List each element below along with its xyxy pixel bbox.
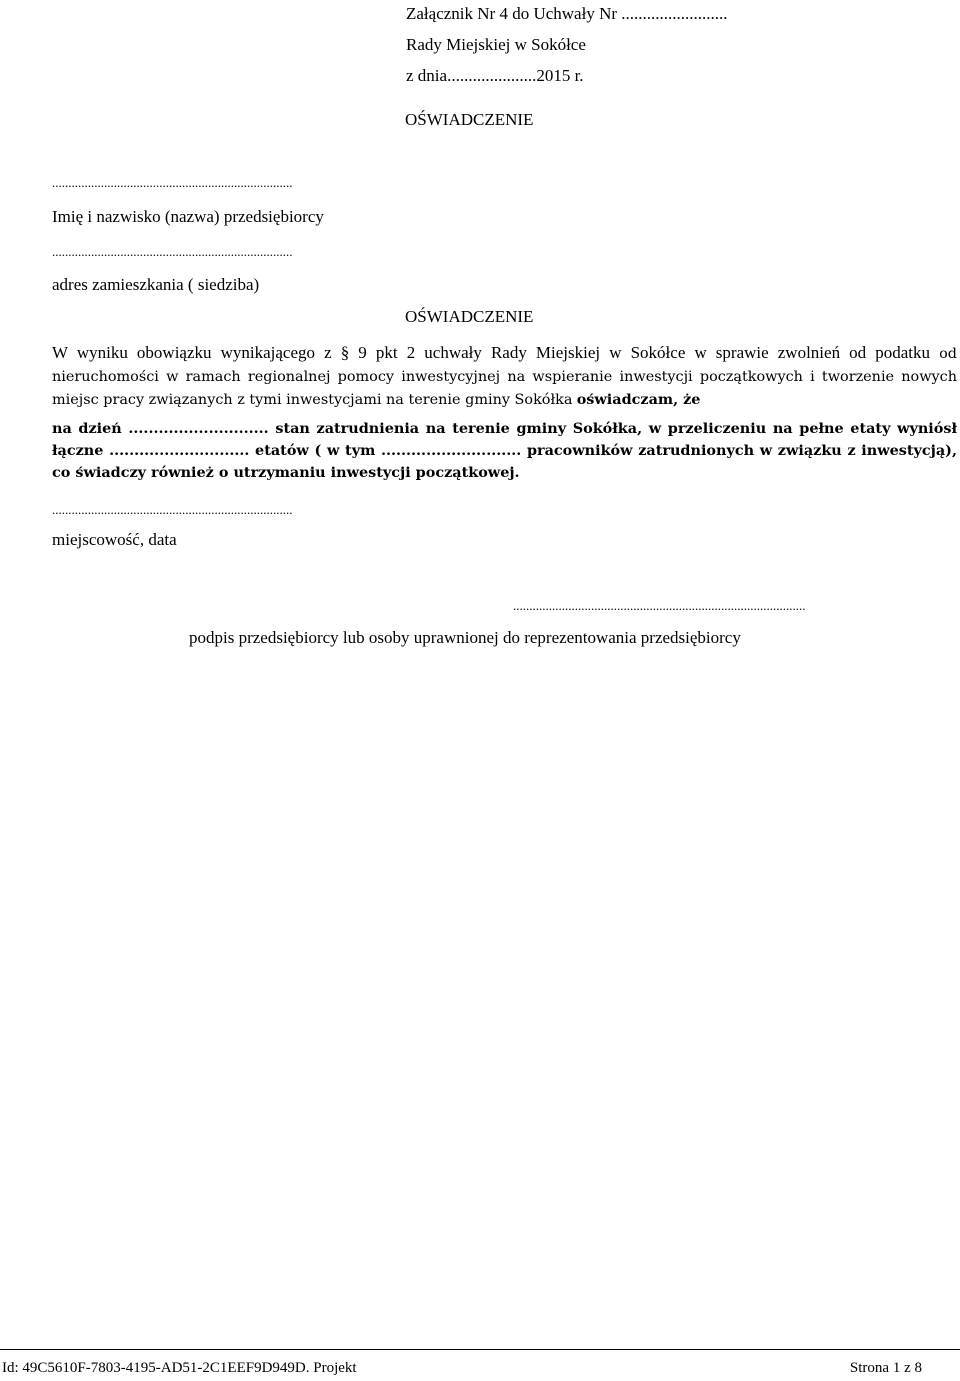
declaration-serif-text: W wyniku obowiązku wynikającego z § 9 pkt 2 uchwały Rady Miejskiej w Sokółce w sprawie zwolnień od podatku — [52, 343, 931, 362]
footer-page-number: Strona 1 z 8 — [849, 1360, 922, 1376]
signature-label: podpis przedsiębiorcy lub osoby uprawnionej do reprezentowania przedsiębiorcy — [189, 628, 741, 647]
declaration-bold-text: oświadczam, że — [576, 391, 701, 408]
document-title-main: OŚWIADCZENIE — [405, 307, 534, 326]
name-field-label: Imię i nazwisko (nazwa) przedsiębiorcy — [52, 207, 324, 226]
signature-blank-line: .......................................................................................... — [513, 598, 806, 613]
name-blank-line: .......................................................................... — [52, 175, 293, 190]
attachment-header-line1: Załącznik Nr 4 do Uchwały Nr ......................... — [406, 4, 728, 23]
attachment-header-line2: Rady Miejskiej w Sokółce — [406, 35, 586, 54]
address-field-label: adres zamieszkania ( siedziba) — [52, 275, 260, 294]
document-title-top: OŚWIADCZENIE — [405, 110, 534, 129]
footer-document-id: Id: 49C5610F-7803-4195-AD51-2C1EEF9D949D. Projekt — [2, 1360, 357, 1376]
declaration-sans-text: od nieruchomości w ramach regionalnej pomocy inwestycyjnej na wspieranie inwestycji początkowych i tworzenie nowych miejsc pracy związanych z tymi inwestycjami na terenie gminy Sokółka — [52, 346, 958, 408]
declaration-paragraph — [52, 342, 957, 411]
address-blank-line: .......................................................................... — [52, 244, 293, 259]
footer-divider — [0, 1349, 960, 1350]
place-date-blank-line: .......................................................................... — [52, 502, 293, 517]
attachment-header-line3: z dnia.....................2015 r. — [406, 66, 584, 85]
place-date-label: miejscowość, data — [52, 530, 177, 549]
employment-statement-paragraph: na dzień ............................ stan zatrudnienia na terenie gminy Sokółka, w przeliczeniu na pełne etaty wyniósł łączne ............................ etatów ( w tym ............................ pracowników zatrudnionych w związku z inwestycją), co świadczy również o utrzymaniu inwestycji początkowej. — [52, 420, 957, 481]
